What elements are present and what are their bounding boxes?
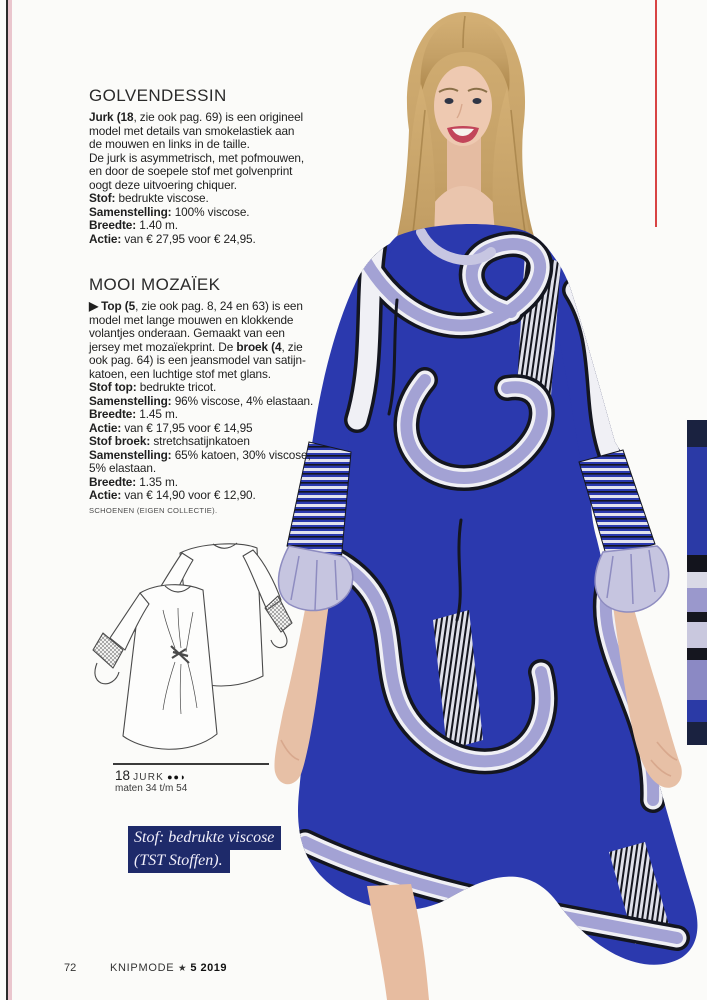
- fabric-label-line2: (TST Stoffen).: [128, 849, 230, 873]
- left-edge-pink-line: [8, 0, 12, 1000]
- model-eye: [445, 98, 454, 104]
- shoes-credit: SCHOENEN (EIGEN COLLECTIE).: [89, 505, 218, 515]
- fabric-label-line1: Stof: bedrukte viscose: [128, 826, 281, 850]
- star-icon: ★: [178, 963, 187, 974]
- article-title: GOLVENDESSIN: [89, 86, 227, 105]
- brand-name: KNIPMODE: [110, 962, 175, 974]
- pattern-number: 18: [115, 768, 131, 783]
- pattern-sketch: [85, 528, 297, 760]
- article-body: ▶ Top (5, zie ook pag. 8, 24 en 63) is een model met lange mouwen en klokkende volantjes onderaan. Gemaakt van een jersey met mozaïekprint. De broek (4, zie ook pag. 64) is een jeansmodel van satijn- katoen, een luchtige stof met glans. Stof top: bedrukte tricot. Samenstelling: 96% viscose, 4% elastaan. Breedte: 1.45 m. Actie: van € 17,95 voor € 14,95 Stof broek: stretchsatijnkatoen Samenstelling: 65% katoen, 30% viscose, 5% elastaan. Breedte: 1.35 m. Actie: van € 14,90 voor € 12,90.: [89, 299, 314, 502]
- sketch-divider: [113, 763, 269, 765]
- article-mooi-mozaiek: [89, 275, 329, 515]
- article-title: MOOI MOZAÏEK: [89, 275, 221, 294]
- fabric-label: [128, 826, 281, 873]
- pattern-garment: JURK: [133, 772, 165, 783]
- issue-number: 5 2019: [190, 962, 227, 974]
- adjacent-page-sliver: [687, 420, 707, 745]
- footer-brand: [110, 962, 227, 974]
- article-body: Jurk (18, zie ook pag. 69) is een origineel model met details van smokelastiek aan de mouwen en links in de taille. De jurk is asymmetrisch, met pofmouwen, en door de soepele stof met golvenprint oogt deze uitvoering chiquer. Stof: bedrukte viscose. Samenstelling: 100% viscose. Breedte: 1.40 m. Actie: van € 27,95 voor € 24,95.: [89, 110, 305, 246]
- article-golvendessin: [89, 86, 329, 246]
- pattern-sizes: maten 34 t/m 54: [115, 783, 188, 794]
- page-number: 72: [64, 962, 77, 974]
- difficulty-dots-icon: ●●◗: [167, 772, 187, 782]
- pattern-info: [115, 768, 186, 783]
- model-eye: [473, 98, 482, 104]
